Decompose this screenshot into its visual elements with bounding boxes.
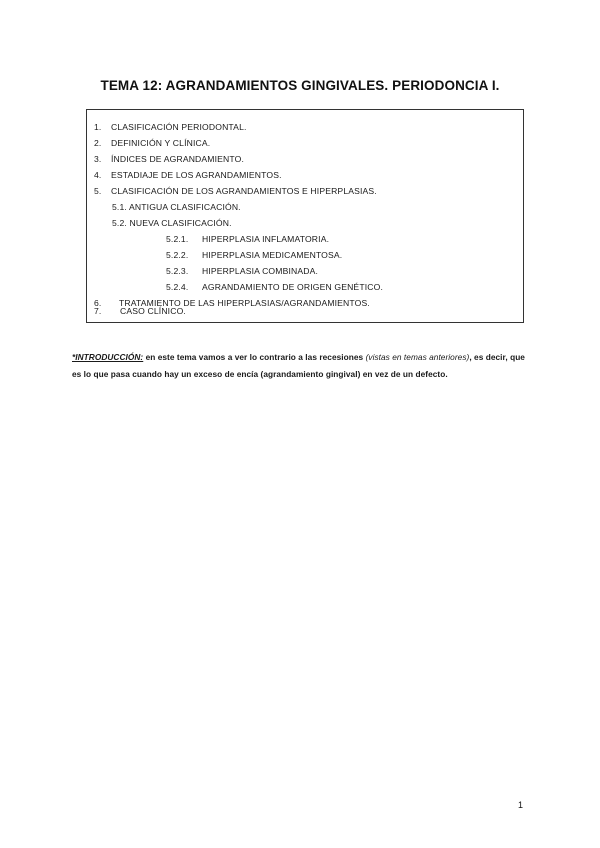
toc-subsubitem: 5.2.3. HIPERPLASIA COMBINADA.: [166, 266, 319, 276]
toc-item: 3. ÍNDICES DE AGRANDAMIENTO.: [94, 154, 244, 164]
toc-item: 1. CLASIFICACIÓN PERIODONTAL.: [94, 122, 247, 132]
toc-subsubitem: 5.2.2. HIPERPLASIA MEDICAMENTOSA.: [166, 250, 343, 260]
toc-subsubitem: 5.2.4. AGRANDAMIENTO DE ORIGEN GENÉTICO.: [166, 282, 383, 292]
toc-subitem: 5.2. NUEVA CLASIFICACIÓN.: [112, 218, 232, 228]
page-number: 1: [518, 800, 524, 810]
document-title: TEMA 12: AGRANDAMIENTOS GINGIVALES. PERIODONCIA I.: [100, 78, 500, 93]
table-of-contents: [86, 109, 524, 323]
toc-item: 2. DEFINICIÓN Y CLÍNICA.: [94, 138, 211, 148]
toc-item: 7. CASO CLÍNICO.: [94, 306, 186, 316]
introduction-heading: *INTRODUCCIÓN:: [72, 352, 144, 362]
toc-item: 4. ESTADIAJE DE LOS AGRANDAMIENTOS.: [94, 170, 282, 180]
toc-subitem: 5.1. ANTIGUA CLASIFICACIÓN.: [112, 202, 241, 212]
toc-subsubitem: 5.2.1. HIPERPLASIA INFLAMATORIA.: [166, 234, 330, 244]
introduction-paragraph: *INTRODUCCIÓN: en este tema vamos a ver lo contrario a las recesiones (vistas en temas anteriores), es decir, que es lo que pasa cuando hay un exceso de encía (agrandamiento gingival) en vez de un defecto.: [72, 352, 525, 379]
toc-item: 5. CLASIFICACIÓN DE LOS AGRANDAMIENTOS E HIPERPLASIAS.: [94, 186, 377, 196]
toc-item: 6. TRATAMIENTO DE LAS HIPERPLASIAS/AGRANDAMIENTOS.: [94, 298, 370, 308]
